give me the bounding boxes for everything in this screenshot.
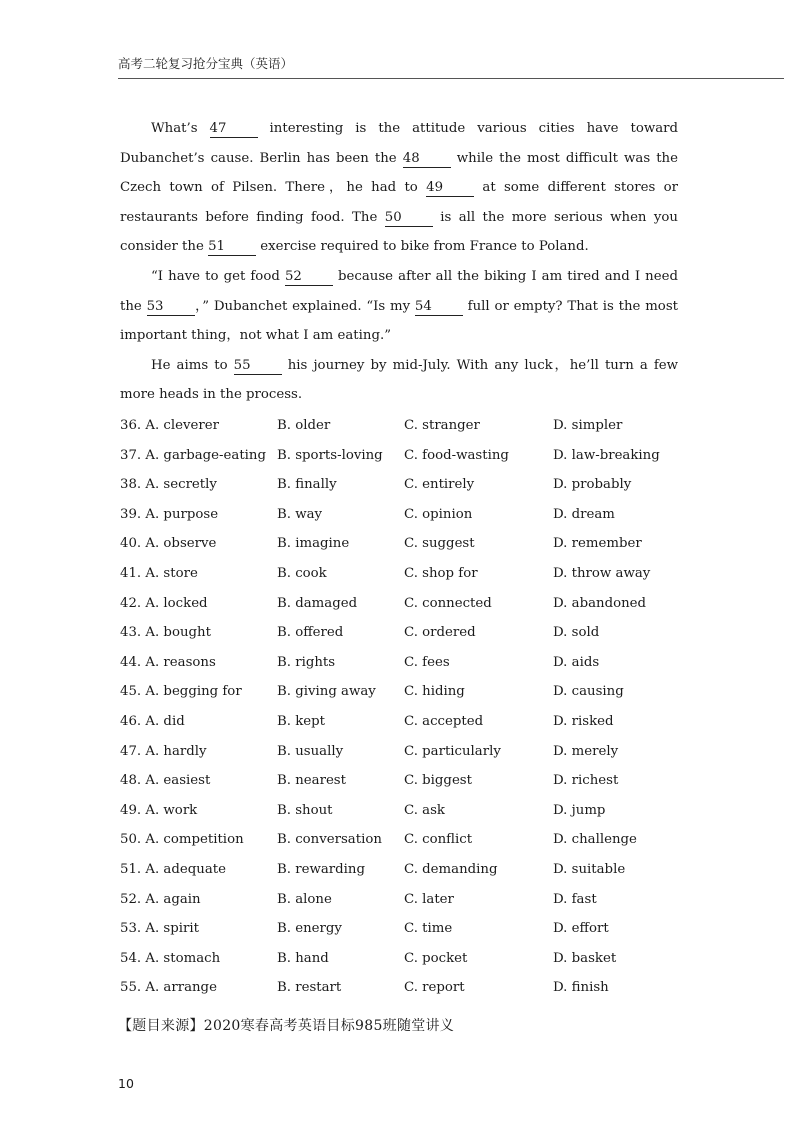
option-d: D. richest — [553, 773, 619, 789]
option-c: C. particularly — [404, 743, 501, 759]
blank-47: 47 — [210, 120, 258, 138]
blank-55: 55 — [234, 357, 282, 375]
option-a: 42. A. locked — [120, 595, 208, 611]
option-c: C. entirely — [404, 477, 475, 493]
option-c: C. connected — [404, 595, 492, 611]
passage-text: ，” Dubanchet explained. “Is my — [194, 298, 415, 314]
option-b: B. energy — [277, 921, 342, 937]
option-c: C. food-wasting — [404, 447, 509, 463]
option-c: C. conflict — [404, 832, 473, 848]
option-row-53 — [120, 914, 680, 944]
option-row-55 — [120, 973, 680, 1003]
option-row-40 — [120, 529, 680, 559]
option-row-41 — [120, 559, 680, 589]
option-row-37 — [120, 441, 680, 471]
option-b: B. hand — [277, 950, 329, 966]
option-a: 53. A. spirit — [120, 921, 199, 937]
option-b: B. sports-loving — [277, 447, 383, 463]
option-b: B. usually — [277, 743, 344, 759]
passage-paragraph-1 — [120, 114, 678, 262]
option-b: B. rewarding — [277, 861, 365, 877]
passage-text: because after all the biking I am tired and I need the — [120, 268, 678, 314]
option-c: C. time — [404, 921, 453, 937]
option-a: 37. A. garbage-eating — [120, 447, 267, 463]
option-d: D. simpler — [553, 418, 623, 433]
blank-53: 53 — [147, 298, 195, 316]
option-c: C. fees — [404, 654, 450, 670]
option-d: D. sold — [553, 625, 600, 641]
passage-text: at some different stores or restaurants before finding food. The — [120, 180, 678, 225]
passage-text: He aims to — [151, 357, 234, 373]
option-c: C. hiding — [404, 684, 465, 700]
option-d: D. effort — [553, 921, 609, 937]
option-c: C. ordered — [404, 625, 476, 641]
running-header: 高考二轮复习抢分宝典（英语） — [118, 56, 294, 71]
option-row-51 — [120, 855, 680, 885]
passage-text: full or empty? That is the most important thing，not what I am eating.” — [120, 298, 678, 344]
option-d: D. fast — [553, 891, 597, 907]
option-a: 47. A. hardly — [120, 743, 207, 759]
option-c: C. biggest — [404, 773, 472, 789]
option-a: 45. A. begging for — [120, 684, 242, 700]
option-row-48 — [120, 766, 680, 796]
option-row-49 — [120, 796, 680, 826]
option-a: 43. A. bought — [120, 625, 211, 641]
option-row-47 — [120, 737, 680, 767]
option-d: D. finish — [553, 980, 609, 996]
question-source: 【题目来源】2020寒春高考英语目标985班随堂讲义 — [118, 1018, 455, 1034]
option-a: 41. A. store — [120, 565, 198, 581]
option-b: B. cook — [277, 565, 327, 581]
option-row-50 — [120, 825, 680, 855]
option-d: D. throw away — [553, 565, 651, 581]
option-b: B. damaged — [277, 595, 358, 611]
option-d: D. jump — [553, 802, 606, 818]
option-d: D. abandoned — [553, 595, 647, 611]
option-b: B. way — [277, 506, 323, 522]
option-a: 52. A. again — [120, 891, 201, 907]
option-d: D. dream — [553, 506, 615, 522]
option-a: 36. A. cleverer — [120, 418, 219, 433]
option-d: D. law-breaking — [553, 447, 660, 463]
passage-text: interesting is the attitude various cities have toward Dubanchet’s cause. Berlin has been the — [120, 121, 679, 166]
option-row-52 — [120, 885, 680, 915]
passage-text: What’s — [151, 121, 210, 136]
answer-options — [120, 411, 680, 1003]
option-a: 55. A. arrange — [120, 980, 217, 996]
option-c: C. demanding — [404, 861, 498, 877]
option-b: B. offered — [277, 625, 344, 641]
option-row-54 — [120, 944, 680, 974]
passage-text: while the most difficult was the Czech town of Pilsen. There，he had to — [120, 150, 678, 196]
option-c: C. later — [404, 891, 454, 907]
option-d: D. challenge — [553, 832, 637, 848]
option-b: B. alone — [277, 891, 332, 907]
option-c: C. shop for — [404, 565, 478, 581]
option-a: 38. A. secretly — [120, 477, 217, 493]
option-a: 49. A. work — [120, 802, 198, 818]
option-row-39 — [120, 500, 680, 530]
option-b: B. older — [277, 418, 331, 433]
passage-text: “I have to get food — [151, 268, 285, 284]
header-divider — [118, 78, 784, 79]
option-d: D. merely — [553, 743, 619, 759]
option-d: D. suitable — [553, 861, 626, 877]
option-row-43 — [120, 618, 680, 648]
option-a: 51. A. adequate — [120, 861, 226, 877]
option-b: B. nearest — [277, 773, 346, 789]
option-d: D. basket — [553, 950, 617, 966]
option-c: C. opinion — [404, 506, 473, 522]
option-b: B. kept — [277, 713, 326, 729]
option-d: D. probably — [553, 477, 632, 493]
option-row-45 — [120, 677, 680, 707]
option-d: D. aids — [553, 654, 600, 670]
passage-text: is all the more serious when you consider the — [120, 209, 678, 255]
option-row-46 — [120, 707, 680, 737]
blank-51: 51 — [208, 238, 256, 256]
blank-48: 48 — [403, 150, 451, 168]
option-d: D. causing — [553, 684, 624, 700]
option-a: 54. A. stomach — [120, 950, 221, 966]
option-a: 44. A. reasons — [120, 654, 216, 670]
option-b: B. rights — [277, 654, 336, 670]
option-row-36 — [120, 411, 680, 441]
blank-50: 50 — [385, 209, 433, 227]
option-a: 46. A. did — [120, 713, 185, 729]
passage-paragraph-3 — [120, 351, 678, 410]
option-row-38 — [120, 470, 680, 500]
option-a: 39. A. purpose — [120, 506, 219, 522]
option-c: C. stranger — [404, 418, 480, 433]
passage-text: exercise required to bike from France to Poland. — [256, 239, 589, 255]
option-c: C. suggest — [404, 536, 475, 552]
option-row-44 — [120, 648, 680, 678]
option-b: B. restart — [277, 980, 342, 996]
option-b: B. imagine — [277, 536, 350, 552]
option-a: 40. A. observe — [120, 536, 217, 552]
blank-52: 52 — [285, 268, 333, 286]
option-d: D. remember — [553, 536, 642, 552]
passage-paragraph-2 — [120, 262, 678, 351]
option-c: C. report — [404, 980, 465, 996]
page-number: 10 — [118, 1076, 134, 1091]
option-a: 50. A. competition — [120, 832, 244, 848]
option-d: D. risked — [553, 713, 614, 729]
option-b: B. shout — [277, 802, 333, 818]
option-b: B. conversation — [277, 832, 382, 848]
option-c: C. accepted — [404, 713, 484, 729]
blank-54: 54 — [415, 298, 463, 316]
cloze-passage — [120, 114, 678, 410]
option-a: 48. A. easiest — [120, 773, 211, 789]
option-b: B. giving away — [277, 684, 376, 700]
blank-49: 49 — [426, 179, 474, 197]
option-c: C. ask — [404, 802, 445, 818]
option-row-42 — [120, 589, 680, 619]
passage-text: his journey by mid-July. With any luck，he’ll turn a few more heads in the process. — [120, 357, 679, 403]
option-b: B. finally — [277, 477, 337, 493]
option-c: C. pocket — [404, 950, 468, 966]
